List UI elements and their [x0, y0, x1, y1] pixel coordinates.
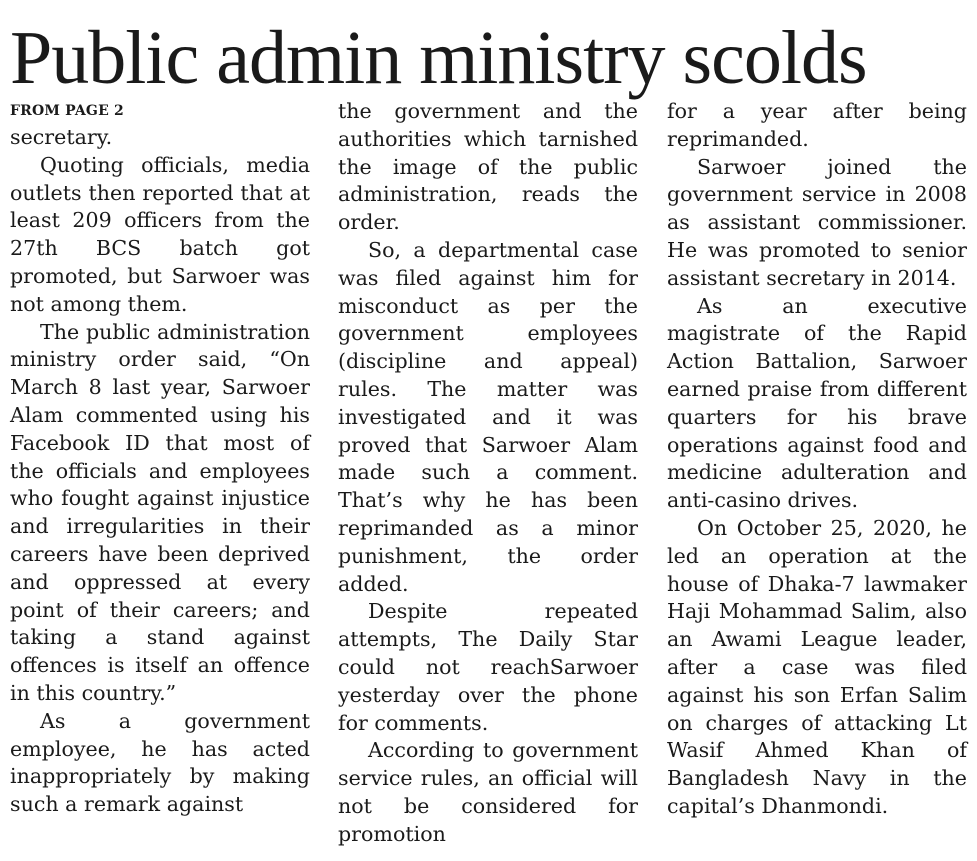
paragraph: So, a departmental case was filed against him for misconduct as per the government employees (discipline and appeal) rules. The matter was investigated and it was proved that Sarwoer Alam made such a comment. That’s why he has been reprimanded as a minor punishment, the order added. — [338, 237, 638, 596]
paragraph: secretary. — [10, 125, 113, 149]
paragraph: According to government service rules, an official will not be considered for promotion — [338, 738, 638, 846]
kicker-from-page: FROM PAGE 2 — [10, 103, 124, 119]
paragraph: Sarwoer joined the government service in 2008 as assistant commissioner. He was promoted to senior assistant secretary in 2014. — [667, 154, 967, 290]
paragraph: As an executive magistrate of the Rapid Action Battalion, Sarwoer earned praise from different quarters for his brave operations against food and medicine adulteration and anti-casino drives. — [667, 293, 967, 513]
article-column-2 — [338, 98, 638, 849]
paragraph: As a government employee, he has acted inappropriately by making such a remark against — [10, 708, 310, 817]
headline: Public admin ministry scolds — [10, 16, 867, 100]
paragraph: Despite repeated attempts, The Daily Star could not reachSarwoer yesterday over the phone for comments. — [338, 599, 638, 735]
paragraph: On October 25, 2020, he led an operation at the house of Dhaka-7 lawmaker Haji Mohammad Salim, also an Awami League leader, after a case was filed against his son Erfan Salim on charges of attacking Lt Wasif Ahmed Khan of Bangladesh Navy in the capital’s Dhanmondi. — [667, 515, 967, 818]
paragraph: Quoting officials, media outlets then reported that at least 209 officers from the 27th BCS batch got promoted, but Sarwoer was not among them. — [10, 152, 310, 316]
article-column-1 — [10, 98, 310, 819]
paragraph: the government and the authorities which tarnished the image of the public administration, reads the order. — [338, 99, 638, 235]
article-column-3 — [667, 98, 967, 821]
paragraph: for a year after being reprimanded. — [667, 99, 967, 151]
paragraph: The public administration ministry order said, “On March 8 last year, Sarwoer Alam commented using his Facebook ID that most of the officials and employees who fought against injustice and irregularities in their careers have been deprived and oppressed at every point of their careers; and taking a stand against offences is itself an offence in this country.” — [10, 319, 310, 705]
